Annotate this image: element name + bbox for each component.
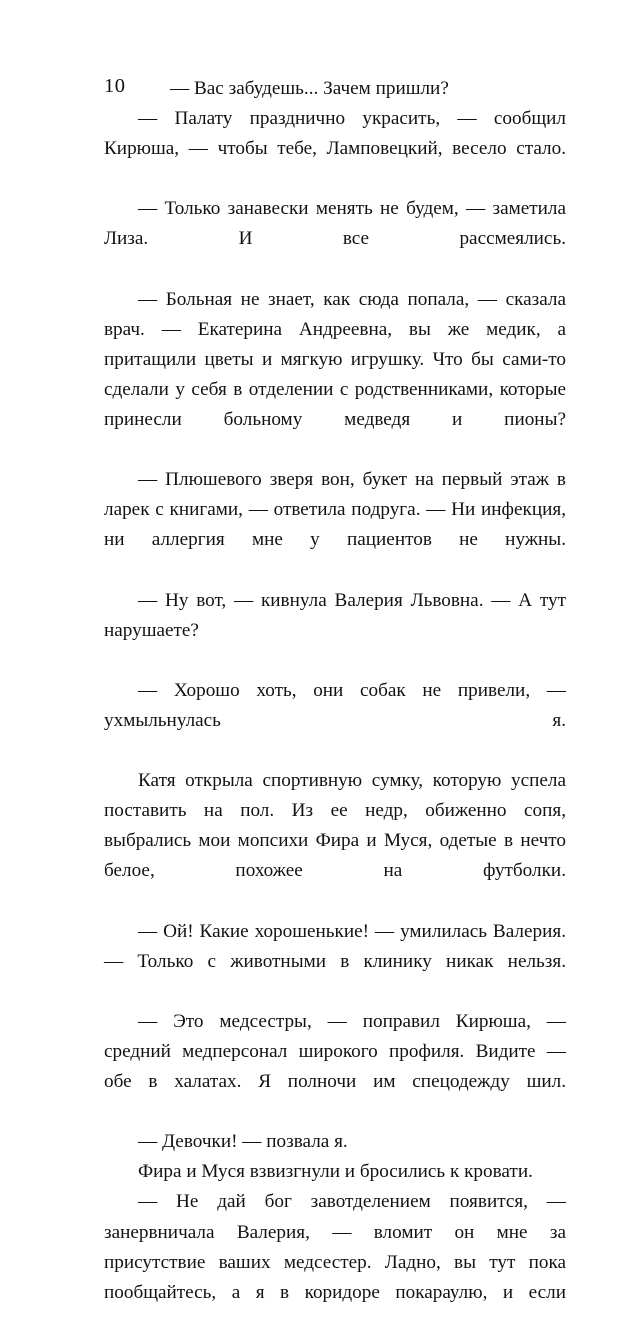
- paragraph: — Вас забудешь... Зачем пришли?: [170, 78, 449, 99]
- paragraph: — Хорошо хоть, они собак не привели, — ухмыльнулась я.: [104, 679, 566, 731]
- paragraph: — Ой! Какие хорошенькие! — умилилась Валерия. — Только с животными в клинику никак нельзя.: [104, 920, 566, 972]
- paragraph: — Только занавески менять не будем, — заметила Лиза. И все рассмеялись.: [104, 198, 566, 250]
- page-number: 10: [104, 75, 126, 97]
- body-text: [104, 74, 566, 1338]
- paragraph: — Девочки! — позвала я.: [138, 1131, 348, 1153]
- paragraph: — Ну вот, — кивнула Валерия Львовна. — А тут нарушаете?: [104, 589, 566, 641]
- paragraph: Фира и Муся взвизгнули и бросились к кровати.: [138, 1161, 533, 1183]
- paragraph: — Это медсестры, — поправил Кирюша, — средний медперсонал широкого профиля. Видите — обе в халатах. Я полночи им спецодежду шил.: [104, 1010, 566, 1093]
- paragraph: Катя открыла спортивную сумку, которую успела поставить на пол. Из ее недр, обиженно сопя, выбрались мои мопсихи Фира и Муся, одетые в нечто белое, похожее на футболки.: [104, 770, 566, 882]
- paragraph: — Плюшевого зверя вон, букет на первый этаж в ларек с книгами, — ответила подруга. — Ни инфекция, ни аллергия мне у пациентов не нужны.: [104, 469, 566, 551]
- paragraph: — Не дай бог завотделением появится, — занервничала Валерия, — вломит он мне за присутствие ваших медсестер. Ладно, вы тут пока пообщайтесь, а я в коридоре покараулю, и если: [104, 1191, 566, 1303]
- paragraph: — Больная не знает, как сюда попала, — сказала врач. — Екатерина Андреевна, вы же медик, а притащили цветы и мягкую игрушку. Что бы сами-то сделали у себя в отделении с родственниками, которые принесли больному медведя и пионы?: [104, 288, 566, 431]
- paragraph: — Палату празднично украсить, — сообщил Кирюша, — чтобы тебе, Ламповецкий, весело стало.: [104, 108, 566, 160]
